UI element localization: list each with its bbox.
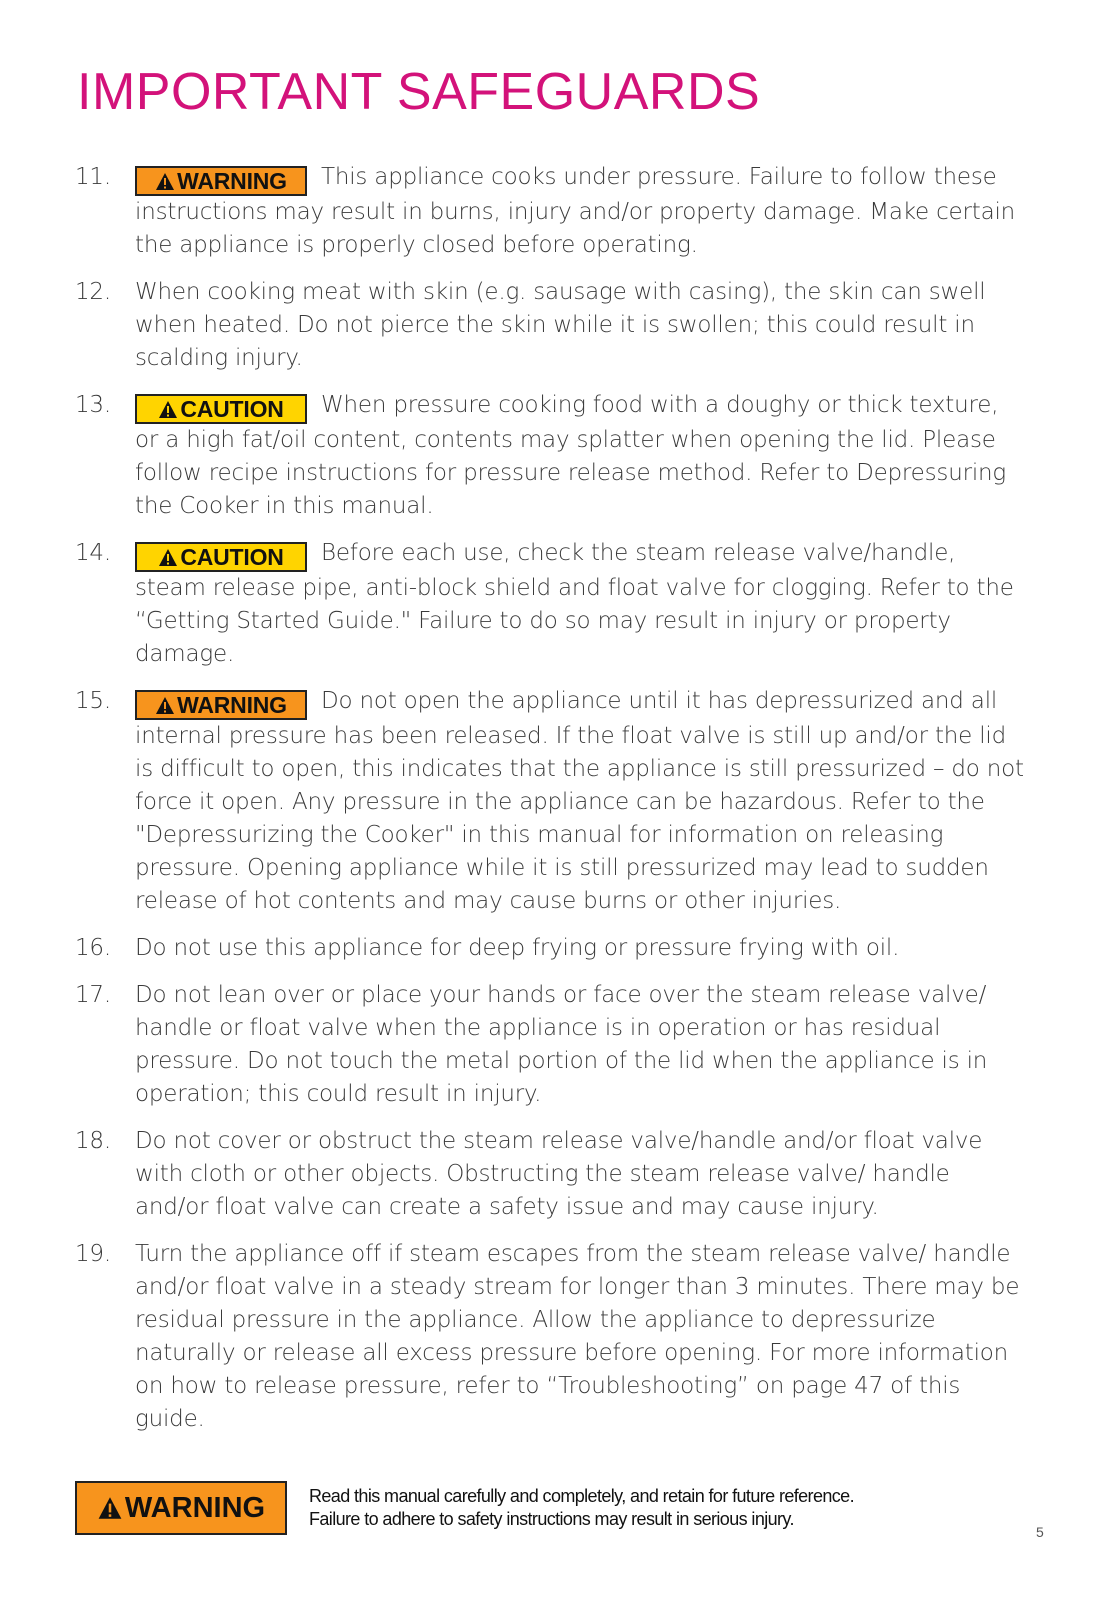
- warning-badge: [135, 690, 307, 720]
- item-number: 12.: [75, 279, 111, 305]
- warning-triangle-icon: [158, 400, 178, 419]
- item-text: Do not use this appliance for deep frying or pressure frying with oil.: [135, 935, 900, 961]
- list-item: [75, 537, 1025, 671]
- footer-line: Read this manual carefully and completely, and retain for future reference.: [309, 1486, 854, 1506]
- list-item: [75, 389, 1025, 523]
- badge-label: WARNING: [177, 692, 287, 718]
- item-text: Before each use, check the steam release valve/handle, steam release pipe, anti-block shield and float valve for clogging. Refer to the “Getting Started Guide." Failure to do so may result in injury or property damage.: [135, 540, 1014, 667]
- warning-triangle-icon: [155, 172, 175, 191]
- footer-notice: [309, 1485, 989, 1531]
- item-text: When pressure cooking food with a doughy or thick texture, or a high fat/oil content, contents may splatter when opening the lid. Please follow recipe instructions for pressure release method. Refer to Depressuring the Cooker in this manual.: [135, 392, 1006, 519]
- list-item: [75, 276, 1025, 375]
- item-text: Do not lean over or place your hands or face over the steam release valve/ handle or float valve when the appliance is in operation or has residual pressure. Do not touch the metal portion of the lid when the appliance is in operation; this could result in injury.: [135, 982, 988, 1107]
- item-number: 16.: [75, 935, 111, 961]
- item-number: 18.: [75, 1128, 111, 1154]
- page-number: 5: [1036, 1524, 1044, 1540]
- item-text: This appliance cooks under pressure. Failure to follow these instructions may result in burns, injury and/or property damage. Make certain the appliance is properly closed before operating.: [135, 164, 1016, 258]
- list-item: [75, 161, 1025, 262]
- badge-label: CAUTION: [180, 396, 284, 422]
- warning-triangle-icon: [158, 548, 178, 567]
- warning-triangle-icon: [155, 696, 175, 715]
- list-item: [75, 1125, 1025, 1224]
- list-item: [75, 979, 1025, 1111]
- warning-badge: [135, 166, 307, 196]
- badge-label: WARNING: [124, 1492, 266, 1524]
- item-number: 19.: [75, 1241, 111, 1267]
- badge-label: CAUTION: [180, 544, 284, 570]
- item-text: Do not cover or obstruct the steam release valve/handle and/or float valve with cloth or other objects. Obstructing the steam release valve/ handle and/or float valve can create a safety issue and may cause injury.: [135, 1128, 983, 1220]
- item-number: 17.: [75, 982, 111, 1008]
- caution-badge: [135, 394, 307, 424]
- item-number: 11.: [75, 164, 111, 190]
- item-number: 13.: [75, 392, 111, 418]
- item-text: Do not open the appliance until it has depressurized and all internal pressure has been released. If the float valve is still up and/or the lid is difficult to open, this indicates that the appliance is still pressurized – do not force it open. Any pressure in the appliance can be hazardous. Refer to the "Depressurizing the Cooker" in this manual for information on releasing pressure. Opening appliance while it is still pressurized may lead to sudden release of hot contents and may cause burns or other injuries.: [135, 688, 1024, 914]
- warning-triangle-icon: [97, 1496, 123, 1520]
- page-title: IMPORTANT SAFEGUARDS: [77, 63, 761, 121]
- list-item: [75, 932, 1025, 965]
- list-item: [75, 1238, 1025, 1436]
- caution-badge: [135, 542, 307, 572]
- safeguards-list: [75, 161, 1025, 1450]
- item-text: Turn the appliance off if steam escapes from the steam release valve/ handle and/or float valve in a steady stream for longer than 3 minutes. There may be residual pressure in the appliance. Allow the appliance to depressurize naturally or release all excess pressure before opening. For more information on how to release pressure, refer to “Troubleshooting” on page 47 of this guide.: [135, 1241, 1020, 1432]
- footer-warning-badge: [75, 1481, 287, 1535]
- footer-line: Failure to adhere to safety instructions may result in serious injury.: [309, 1509, 794, 1529]
- list-item: [75, 685, 1025, 918]
- item-text: When cooking meat with skin (e.g. sausage with casing), the skin can swell when heated. Do not pierce the skin while it is swollen; this could result in scalding injury.: [135, 279, 986, 371]
- badge-label: WARNING: [177, 168, 287, 194]
- item-number: 14.: [75, 540, 111, 566]
- item-number: 15.: [75, 688, 111, 714]
